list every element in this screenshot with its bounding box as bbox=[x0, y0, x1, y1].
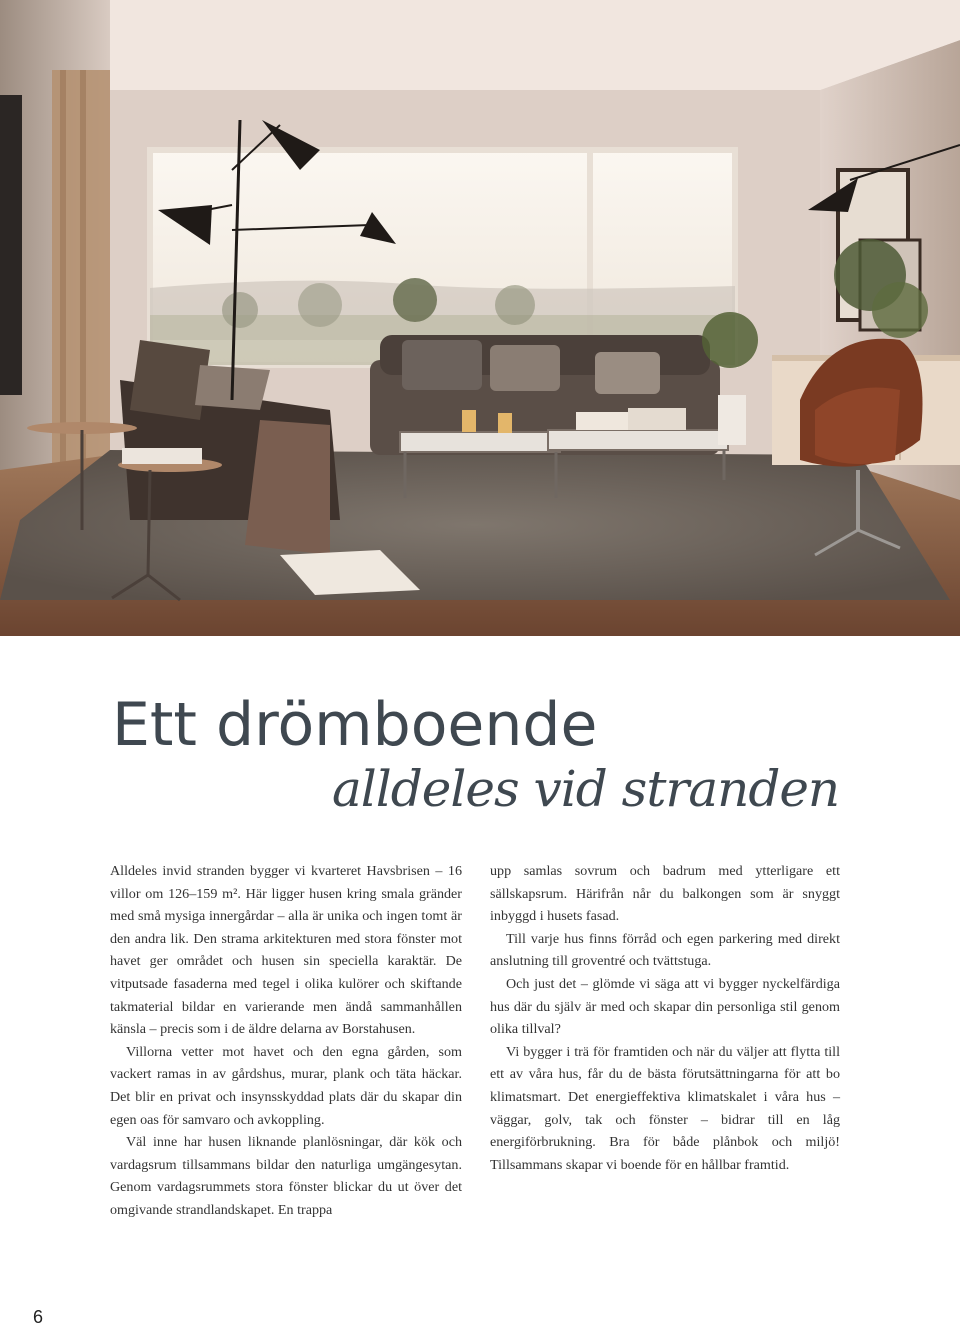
living-room-photo bbox=[0, 0, 960, 636]
page-number: 6 bbox=[33, 1307, 44, 1327]
page-subtitle: alldeles vid stranden bbox=[332, 760, 840, 818]
paragraph: Till varje hus finns förråd och egen parkering med direkt anslutning till groventré och tvättstuga. bbox=[490, 930, 840, 970]
paragraph: Alldeles invid stranden bygger vi kvarteret Havsbrisen – 16 villor om 126–159 m². Här ligger husen kring smala gränder med små mysiga innergårdar – alla är unika och ingen tomt är den andra lik. Den strama arkitekturen med stora fönster mot havet ger området och husen sin speciella karaktär. De vitputsade fasaderna med tegel i olika kulörer och skiftande takmaterial bildar en varierande men ändå sammanhållen känsla – precis som i de äldre delarna av Borstahusen. bbox=[110, 863, 462, 1038]
paragraph: upp samlas sovrum och badrum med ytterligare ett sällskapsrum. Härifrån når du balkongen som är snyggt inbyggd i husets fasad. bbox=[490, 863, 840, 925]
paragraph: Villorna vetter mot havet och den egna gården, som vackert ramas in av gårdshus, murar, plank och täta häckar. Det blir en privat och insynsskyddad plats där du skapar din egen oas för samvaro och avkoppling. bbox=[110, 1043, 462, 1128]
page-title: Ett drömboende bbox=[112, 690, 598, 760]
paragraph: Väl inne har husen liknande planlösningar, där kök och vardagsrum tillsammans bildar den naturliga umgängesytan. Genom vardagsrummets stora fönster blickar du ut över det omgivande strandlandskapet. En trappa bbox=[110, 1134, 462, 1218]
paragraph: Vi bygger i trä för framtiden och när du väljer att flytta till ett av våra hus, får du de bästa förutsättningarna för att bo klimatsmart. Det energieffektiva klimatskalet i våra hus – väggar, golv, tak och fönster – bidrar till en låg energiförbrukning. Bra för både plånbok och miljö! Tillsammans skapar vi boende för en hållbar framtid. bbox=[490, 1043, 840, 1173]
body-column-right bbox=[490, 860, 840, 1176]
paragraph: Och just det – glömde vi säga att vi bygger nyckelfärdiga hus där du själv är med och skapar din personliga stil genom olika tillval? bbox=[490, 975, 840, 1038]
body-column-left bbox=[110, 860, 462, 1222]
